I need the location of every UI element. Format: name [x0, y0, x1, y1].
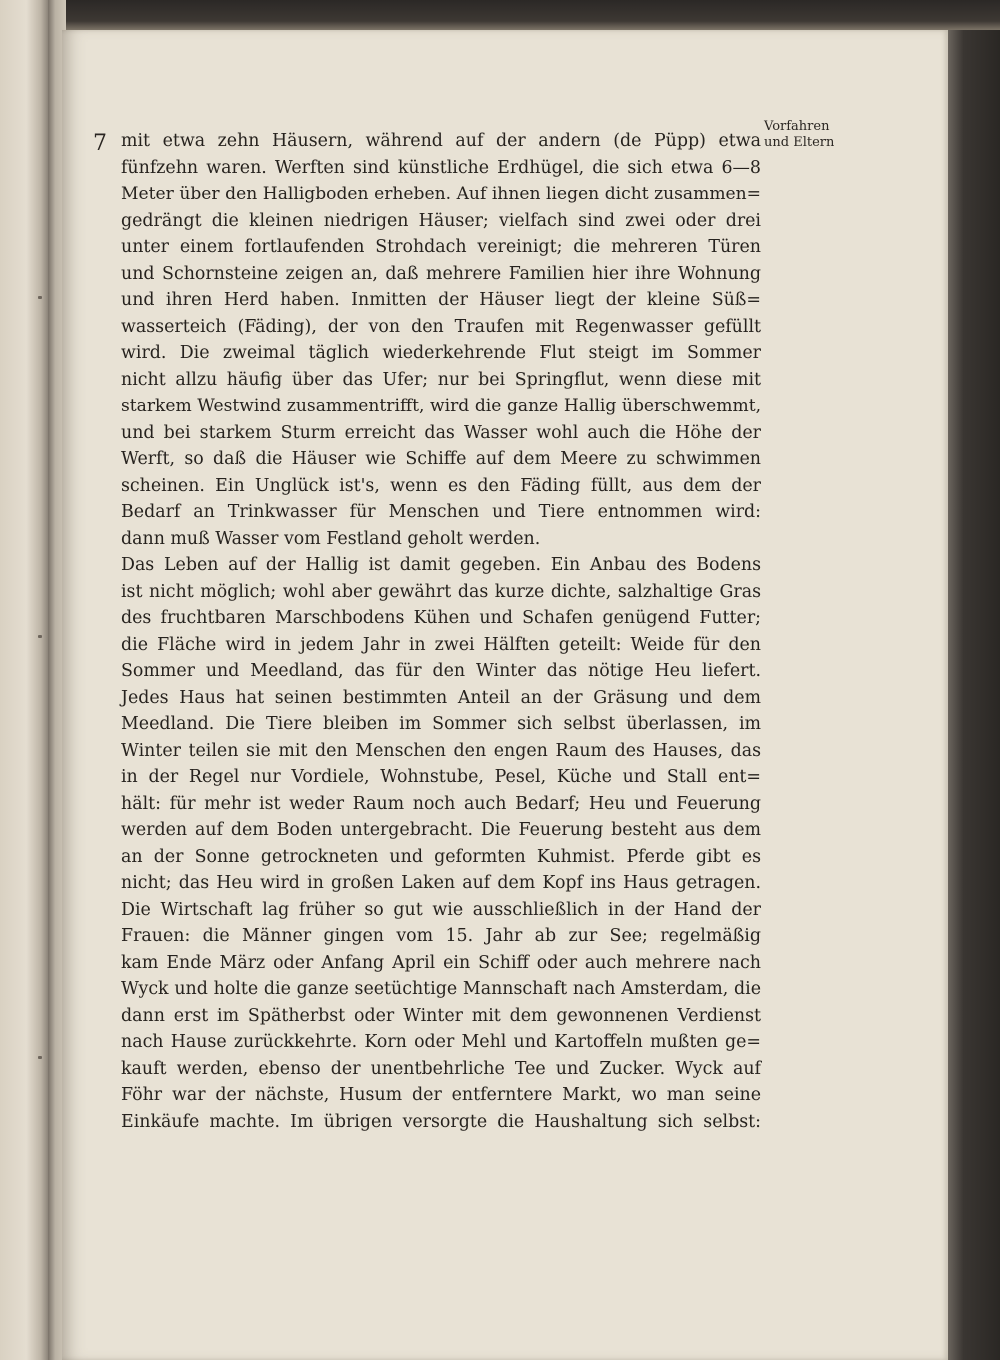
text-line: in der Regel nur Vordiele, Wohnstube, Pesel, Küche und Stall ent= — [121, 767, 761, 787]
text-line: Einkäufe machte. Im übrigen versorgte die Haushaltung sich selbst: — [121, 1111, 761, 1132]
body-text — [121, 128, 761, 1135]
text-line: Die Wirtschaft lag früher so gut wie ausschließlich in der Hand der — [121, 899, 761, 920]
text-line: wasserteich (Fäding), der von den Traufen mit Regenwasser gefüllt — [121, 316, 761, 337]
text-line: Jedes Haus hat seinen bestimmten Anteil an der Gräsung und dem — [121, 687, 761, 708]
text-line: wird. Die zweimal täglich wiederkehrende Flut steigt im Sommer — [121, 343, 761, 363]
text-line: Sommer und Meedland, das für den Winter das nötige Heu liefert. — [121, 661, 761, 681]
text-line: Winter teilen sie mit den Menschen den engen Raum des Hauses, das — [121, 740, 761, 761]
text-line: Werft, so daß die Häuser wie Schiffe auf dem Meere zu schwimmen — [121, 449, 761, 469]
text-line: mit etwa zehn Häusern, während auf der andern (de Püpp) etwa — [121, 131, 761, 151]
text-line: scheinen. Ein Unglück ist's, wenn es den Fäding füllt, aus dem der — [121, 475, 761, 496]
left-page-edge — [0, 0, 48, 1360]
text-line: Wyck und holte die ganze seetüchtige Mannschaft nach Amsterdam, die — [121, 979, 761, 999]
text-line: die Fläche wird in jedem Jahr in zwei Hälften geteilt: Weide für den — [121, 634, 761, 655]
text-line: unter einem fortlaufenden Strohdach vereinigt; die mehreren Türen — [121, 237, 761, 257]
text-line: kam Ende März oder Anfang April ein Schiff oder auch mehrere nach — [121, 952, 761, 973]
text-line: nach Hause zurückkehrte. Korn oder Mehl und Kartoffeln mußten ge= — [121, 1032, 761, 1052]
text-line: des fruchtbaren Marschbodens Kühen und Schafen genügend Futter; — [121, 608, 761, 628]
text-line: hält: für mehr ist weder Raum noch auch Bedarf; Heu und Feuerung — [121, 793, 761, 814]
book-top-edge — [62, 0, 1000, 30]
text-line: Frauen: die Männer gingen vom 15. Jahr ab zur See; regelmäßig — [121, 926, 761, 946]
margin-note — [764, 119, 864, 151]
page-number: 7 — [93, 131, 107, 156]
text-line: Meedland. Die Tiere bleiben im Sommer sich selbst überlassen, im — [121, 714, 761, 734]
margin-note-line: Vorfahren — [764, 119, 830, 134]
text-line: werden auf dem Boden untergebracht. Die Feuerung besteht aus dem — [121, 820, 761, 840]
margin-note-line: und Eltern — [764, 135, 835, 150]
text-line: Das Leben auf der Hallig ist damit gegeben. Ein Anbau des Bodens — [121, 555, 761, 575]
text-line: dann muß Wasser vom Festland geholt werden. — [121, 528, 541, 549]
left-page-mark — [38, 1056, 42, 1059]
text-line: fünfzehn waren. Werften sind künstliche Erdhügel, die sich etwa 6—8 — [121, 157, 761, 178]
text-line: und Schornsteine zeigen an, daß mehrere Familien hier ihre Wohnung — [121, 263, 761, 284]
left-page-mark — [38, 635, 42, 638]
text-line: starkem Westwind zusammentrifft, wird die ganze Hallig überschwemmt, — [121, 396, 761, 416]
text-line: kauft werden, ebenso der unentbehrliche Tee und Zucker. Wyck auf — [121, 1058, 761, 1079]
book-cover-edge — [948, 30, 1000, 1360]
text-line: Bedarf an Trinkwasser für Menschen und Tiere entnommen wird: — [121, 502, 761, 522]
text-line: nicht; das Heu wird in großen Laken auf dem Kopf ins Haus getragen. — [121, 873, 761, 893]
left-page-mark — [38, 296, 42, 299]
text-line: nicht allzu häufig über das Ufer; nur bei Springflut, wenn diese mit — [121, 369, 761, 390]
text-line: gedrängt die kleinen niedrigen Häuser; vielfach sind zwei oder drei — [121, 210, 761, 231]
text-line: dann erst im Spätherbst oder Winter mit dem gewonnenen Verdienst — [121, 1005, 761, 1026]
text-line: und bei starkem Sturm erreicht das Wasser wohl auch die Höhe der — [121, 422, 761, 443]
text-line: an der Sonne getrockneten und geformten Kuhmist. Pferde gibt es — [121, 846, 761, 867]
text-line: und ihren Herd haben. Inmitten der Häuser liegt der kleine Süß= — [121, 290, 761, 310]
text-line: Föhr war der nächste, Husum der entferntere Markt, wo man seine — [121, 1085, 761, 1105]
text-line: Meter über den Halligboden erheben. Auf ihnen liegen dicht zusammen= — [121, 184, 761, 204]
text-line: ist nicht möglich; wohl aber gewährt das kurze dichte, salzhaltige Gras — [121, 581, 761, 602]
